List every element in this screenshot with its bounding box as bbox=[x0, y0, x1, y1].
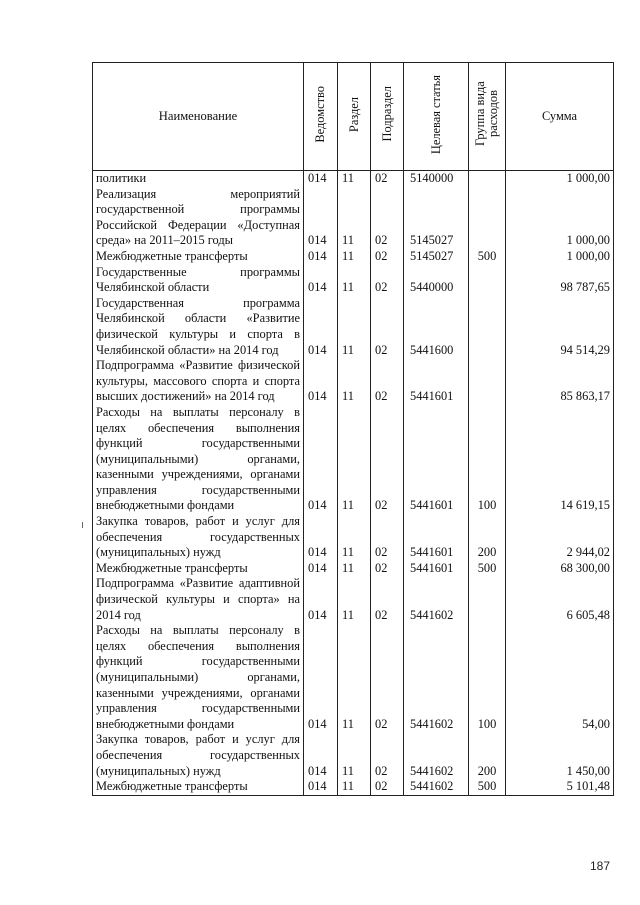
row-razdel: 11 bbox=[338, 265, 371, 296]
header-razdel: Раздел bbox=[338, 63, 371, 171]
row-vedomstvo: 014 bbox=[304, 187, 338, 249]
row-vedomstvo: 014 bbox=[304, 358, 338, 405]
row-vedomstvo: 014 bbox=[304, 732, 338, 779]
row-razdel: 11 bbox=[338, 779, 371, 795]
row-celevaya: 5145027 bbox=[404, 187, 469, 249]
row-celevaya: 5145027 bbox=[404, 249, 469, 265]
row-vedomstvo: 014 bbox=[304, 171, 338, 187]
row-gruppa bbox=[469, 358, 506, 405]
row-podrazdel: 02 bbox=[371, 732, 404, 779]
row-name: Межбюджетные трансферты bbox=[93, 561, 304, 577]
table-row bbox=[93, 732, 614, 779]
row-celevaya: 5441600 bbox=[404, 296, 469, 358]
row-name: Подпрограмма «Развитие адаптивной физической культуры и спорта» на 2014 год bbox=[93, 576, 304, 623]
table-row bbox=[93, 265, 614, 296]
table-row bbox=[93, 514, 614, 561]
table-row bbox=[93, 296, 614, 358]
row-summa: 85 863,17 bbox=[506, 358, 614, 405]
row-gruppa: 200 bbox=[469, 514, 506, 561]
row-summa: 2 944,02 bbox=[506, 514, 614, 561]
row-gruppa bbox=[469, 576, 506, 623]
row-vedomstvo: 014 bbox=[304, 779, 338, 795]
row-gruppa: 500 bbox=[469, 561, 506, 577]
row-gruppa bbox=[469, 171, 506, 187]
row-podrazdel: 02 bbox=[371, 561, 404, 577]
row-razdel: 11 bbox=[338, 358, 371, 405]
budget-table bbox=[92, 62, 614, 796]
row-name: Закупка товаров, работ и услуг для обеспечения государственных (муниципальных) нужд bbox=[93, 514, 304, 561]
row-celevaya: 5441602 bbox=[404, 576, 469, 623]
table-row bbox=[93, 249, 614, 265]
budget-table-sheet bbox=[92, 62, 613, 846]
table-row bbox=[93, 405, 614, 514]
row-celevaya: 5441601 bbox=[404, 358, 469, 405]
row-razdel: 11 bbox=[338, 732, 371, 779]
table-row bbox=[93, 623, 614, 732]
row-name: Государственная программа Челябинской области «Развитие физической культуры и спорта в Челябинской области» на 2014 год bbox=[93, 296, 304, 358]
header-vedomstvo: Ведомство bbox=[304, 63, 338, 171]
row-name: Реализация мероприятий государственной программы Российской Федерации «Доступная среда» на 2011–2015 годы bbox=[93, 187, 304, 249]
row-podrazdel: 02 bbox=[371, 405, 404, 514]
page-number: 187 bbox=[590, 859, 611, 873]
row-podrazdel: 02 bbox=[371, 358, 404, 405]
row-gruppa: 100 bbox=[469, 623, 506, 732]
row-celevaya: 5140000 bbox=[404, 171, 469, 187]
table-row bbox=[93, 358, 614, 405]
row-vedomstvo: 014 bbox=[304, 576, 338, 623]
row-podrazdel: 02 bbox=[371, 171, 404, 187]
row-gruppa bbox=[469, 296, 506, 358]
row-summa: 6 605,48 bbox=[506, 576, 614, 623]
header-name: Наименование bbox=[93, 63, 304, 171]
row-podrazdel: 02 bbox=[371, 265, 404, 296]
row-celevaya: 5441602 bbox=[404, 779, 469, 795]
row-podrazdel: 02 bbox=[371, 779, 404, 795]
row-celevaya: 5441601 bbox=[404, 514, 469, 561]
row-name: Межбюджетные трансферты bbox=[93, 779, 304, 795]
row-summa: 54,00 bbox=[506, 623, 614, 732]
row-celevaya: 5441601 bbox=[404, 405, 469, 514]
header-gruppa: Группа вида расходов bbox=[469, 63, 506, 171]
row-podrazdel: 02 bbox=[371, 623, 404, 732]
row-razdel: 11 bbox=[338, 296, 371, 358]
row-name: Расходы на выплаты персоналу в целях обеспечения выполнения функций государственными (муниципальными) органами, казенными учреждениями, органами управления государственными внебюджетными фондами bbox=[93, 623, 304, 732]
row-summa: 94 514,29 bbox=[506, 296, 614, 358]
header-podrazdel: Подраздел bbox=[371, 63, 404, 171]
row-podrazdel: 02 bbox=[371, 249, 404, 265]
row-vedomstvo: 014 bbox=[304, 514, 338, 561]
row-celevaya: 5441602 bbox=[404, 732, 469, 779]
table-row bbox=[93, 576, 614, 623]
row-vedomstvo: 014 bbox=[304, 561, 338, 577]
row-vedomstvo: 014 bbox=[304, 265, 338, 296]
row-vedomstvo: 014 bbox=[304, 405, 338, 514]
row-gruppa bbox=[469, 187, 506, 249]
row-vedomstvo: 014 bbox=[304, 623, 338, 732]
row-gruppa: 500 bbox=[469, 249, 506, 265]
row-razdel: 11 bbox=[338, 514, 371, 561]
row-gruppa: 200 bbox=[469, 732, 506, 779]
table-row bbox=[93, 561, 614, 577]
row-summa: 1 000,00 bbox=[506, 187, 614, 249]
row-gruppa: 500 bbox=[469, 779, 506, 795]
row-podrazdel: 02 bbox=[371, 514, 404, 561]
row-celevaya: 5441601 bbox=[404, 561, 469, 577]
table-row bbox=[93, 171, 614, 187]
row-summa: 1 450,00 bbox=[506, 732, 614, 779]
table-header-row bbox=[93, 63, 614, 171]
row-razdel: 11 bbox=[338, 249, 371, 265]
row-vedomstvo: 014 bbox=[304, 249, 338, 265]
row-gruppa bbox=[469, 265, 506, 296]
row-name: Подпрограмма «Развитие физической культуры, массового спорта и спорта высших достижений» на 2014 год bbox=[93, 358, 304, 405]
row-razdel: 11 bbox=[338, 561, 371, 577]
row-razdel: 11 bbox=[338, 576, 371, 623]
header-summa: Сумма bbox=[506, 63, 614, 171]
header-celevaya: Целевая статья bbox=[404, 63, 469, 171]
row-summa: 68 300,00 bbox=[506, 561, 614, 577]
row-name: Расходы на выплаты персоналу в целях обеспечения выполнения функций государственными (муниципальными) органами, казенными учреждениями, органами управления государственными внебюджетными фондами bbox=[93, 405, 304, 514]
row-podrazdel: 02 bbox=[371, 187, 404, 249]
row-podrazdel: 02 bbox=[371, 576, 404, 623]
row-summa: 98 787,65 bbox=[506, 265, 614, 296]
row-summa: 1 000,00 bbox=[506, 171, 614, 187]
row-podrazdel: 02 bbox=[371, 296, 404, 358]
row-summa: 5 101,48 bbox=[506, 779, 614, 795]
row-razdel: 11 bbox=[338, 187, 371, 249]
row-name: Межбюджетные трансферты bbox=[93, 249, 304, 265]
row-celevaya: 5440000 bbox=[404, 265, 469, 296]
row-gruppa: 100 bbox=[469, 405, 506, 514]
row-razdel: 11 bbox=[338, 171, 371, 187]
row-summa: 14 619,15 bbox=[506, 405, 614, 514]
row-celevaya: 5441602 bbox=[404, 623, 469, 732]
row-razdel: 11 bbox=[338, 405, 371, 514]
table-row bbox=[93, 187, 614, 249]
row-razdel: 11 bbox=[338, 623, 371, 732]
table-row bbox=[93, 779, 614, 795]
row-name: Государственные программы Челябинской области bbox=[93, 265, 304, 296]
row-summa: 1 000,00 bbox=[506, 249, 614, 265]
row-name: политики bbox=[93, 171, 304, 187]
row-vedomstvo: 014 bbox=[304, 296, 338, 358]
margin-tick bbox=[82, 522, 83, 528]
row-name: Закупка товаров, работ и услуг для обеспечения государственных (муниципальных) нужд bbox=[93, 732, 304, 779]
